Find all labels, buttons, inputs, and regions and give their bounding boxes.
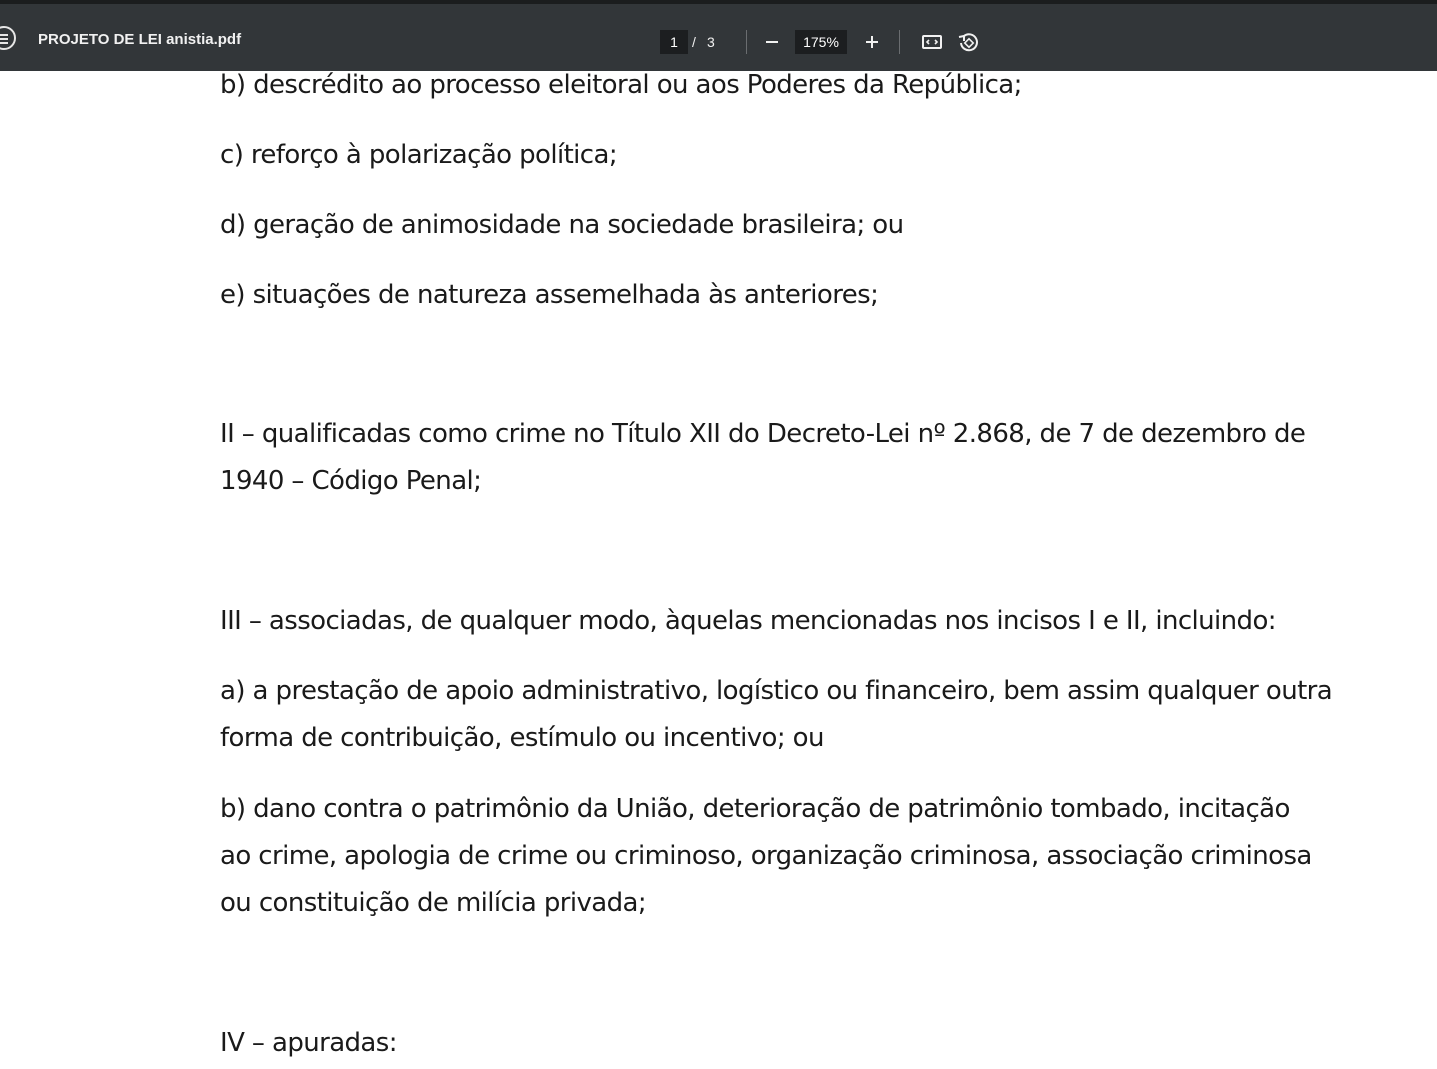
document-line: b) descrédito ao processo eleitoral ou aos Poderes da República;: [220, 71, 1022, 100]
document-line: ou constituição de milícia privada;: [220, 888, 647, 918]
rotate-icon: [956, 29, 982, 55]
pdf-toolbar: [0, 0, 1437, 71]
rotate-button[interactable]: [956, 29, 982, 55]
document-line: ao crime, apologia de crime ou criminoso, organização criminosa, associação criminosa: [220, 841, 1312, 871]
document-line: d) geração de animosidade na sociedade brasileira; ou: [220, 210, 904, 240]
document-line: III – associadas, de qualquer modo, àquelas mencionadas nos incisos I e II, incluindo:: [220, 606, 1276, 636]
fit-page-icon: [920, 30, 944, 54]
document-line: 1940 – Código Penal;: [220, 466, 482, 496]
page-total: 3: [707, 34, 715, 50]
toolbar-divider: [899, 30, 900, 54]
page-number-input[interactable]: 1: [660, 30, 688, 54]
document-line: b) dano contra o patrimônio da União, deterioração de patrimônio tombado, incitação: [220, 794, 1290, 824]
zoom-level-input[interactable]: 175%: [795, 30, 847, 54]
zoom-out-button[interactable]: [760, 30, 784, 54]
zoom-in-button[interactable]: [860, 30, 884, 54]
menu-icon[interactable]: [0, 26, 16, 50]
document-line: IV – apuradas:: [220, 1028, 397, 1058]
document-line: c) reforço à polarização política;: [220, 140, 617, 170]
document-title: PROJETO DE LEI anistia.pdf: [38, 31, 242, 48]
toolbar-divider: [746, 30, 747, 54]
pdf-page: [0, 71, 1437, 1069]
document-line: forma de contribuição, estímulo ou incentivo; ou: [220, 723, 824, 753]
document-line: II – qualificadas como crime no Título XII do Decreto-Lei nº 2.868, de 7 de dezembro de: [220, 419, 1306, 449]
fit-to-page-button[interactable]: [920, 30, 944, 54]
document-line: a) a prestação de apoio administrativo, logístico ou financeiro, bem assim qualquer outra: [220, 676, 1333, 706]
document-line: e) situações de natureza assemelhada às anteriores;: [220, 280, 879, 310]
page-separator: /: [692, 34, 696, 50]
